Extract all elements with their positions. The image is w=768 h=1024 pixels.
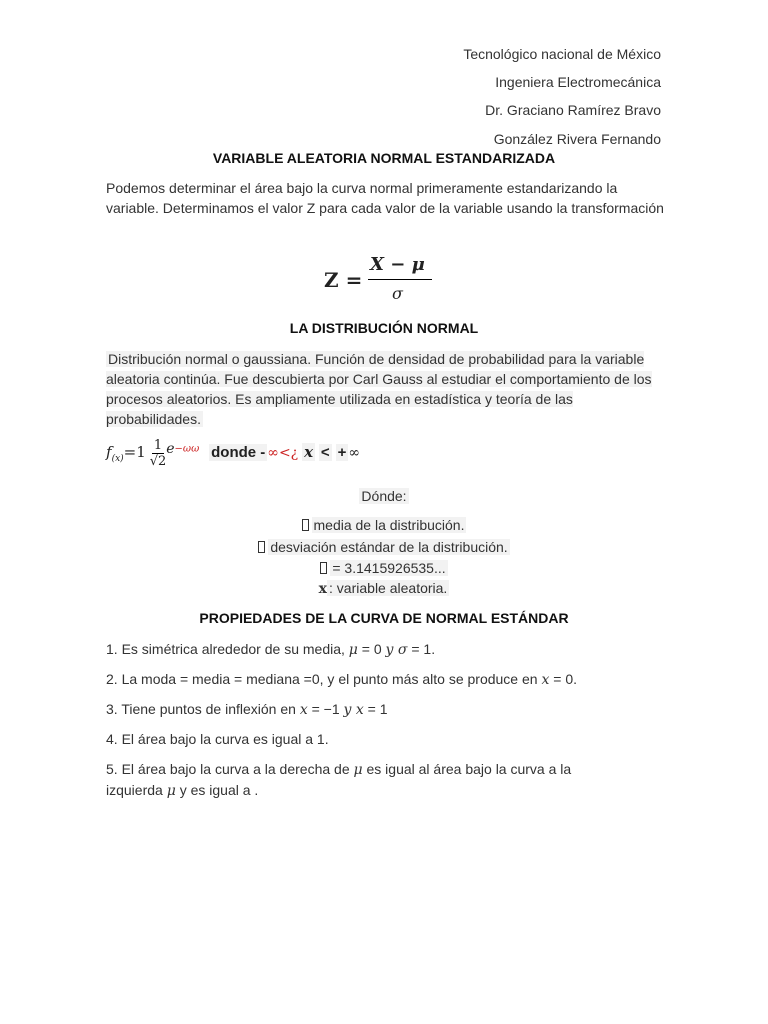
property-1-mid: = 0 — [357, 641, 386, 657]
def-x-text: : variable aleatoria. — [329, 580, 448, 596]
property-5-line2-a: izquierda — [106, 782, 167, 798]
def-row-media — [0, 517, 768, 533]
property-2-math: x — [541, 672, 550, 688]
property-5-line2-b: y es igual a . — [175, 782, 259, 798]
property-5-line1-b: es igual al área bajo la curva a la — [362, 761, 572, 777]
section2-paragraph-text: Distribución normal o gaussiana. Función de densidad de probabilidad para la variable aleatoria continúa. Fue descubierta por Carl Gauss al estudiar el comportamiento de los procesos aleatorios. Es ampliamente utilizada en estadística y teoría de las probabilidades. — [106, 351, 652, 427]
density-lt: < — [320, 444, 330, 462]
density-plus: + — [337, 444, 347, 462]
section1-title: VARIABLE ALEATORIA NORMAL ESTANDARIZADA — [212, 150, 556, 166]
density-f: f — [106, 443, 112, 462]
z-formula-lhs: Z = — [324, 268, 363, 292]
def-desviacion: desviación estándar de la distribución. — [270, 539, 508, 555]
property-item-3 — [106, 699, 666, 720]
header-student: González Rivera Fernando — [493, 131, 661, 147]
def-media: media de la distribución. — [313, 517, 465, 533]
property-item-5 — [106, 759, 666, 801]
missing-glyph-icon — [302, 519, 309, 531]
header-institution: Tecnológico nacional de México — [463, 46, 661, 62]
property-item-4 — [106, 729, 666, 749]
section2-paragraph — [106, 349, 666, 429]
property-1-prefix: 1. Es simétrica alrededor de su media, — [106, 641, 349, 657]
z-formula-denominator: σ — [392, 284, 403, 303]
property-3-math2: y x — [343, 702, 364, 718]
header-program: Ingeniera Electromecánica — [495, 74, 661, 90]
property-1-suffix: = 1. — [407, 641, 436, 657]
density-inf: ∞ — [348, 445, 361, 462]
property-item-1 — [106, 639, 666, 660]
density-range-left: ∞<¿ — [267, 445, 299, 462]
property-3-math: x — [299, 702, 308, 718]
def-row-desviacion — [0, 539, 768, 555]
z-formula-fraction-bar — [368, 279, 432, 280]
density-sub: (x) — [111, 454, 124, 464]
density-frac-num: 1 — [153, 438, 163, 453]
missing-glyph-icon — [258, 541, 265, 553]
density-frac-den: √2 — [149, 454, 167, 469]
section3-title: PROPIEDADES DE LA CURVA DE NORMAL ESTÁNDAR — [199, 610, 569, 626]
property-5-mu-2: μ — [166, 783, 176, 799]
density-x: x — [304, 443, 314, 462]
density-formula — [106, 438, 360, 478]
donde-label: Dónde: — [361, 488, 407, 504]
density-fraction — [150, 438, 167, 469]
density-donde: donde - — [211, 444, 266, 462]
donde-label-row — [0, 488, 768, 504]
z-formula — [324, 254, 444, 308]
section2-title: LA DISTRIBUCIÓN NORMAL — [289, 320, 479, 336]
z-formula-numerator: X − μ — [370, 254, 425, 275]
def-row-x — [0, 580, 768, 597]
property-3-prefix: 3. Tiene puntos de inflexión en — [106, 701, 300, 717]
header-professor: Dr. Graciano Ramírez Bravo — [485, 102, 661, 118]
property-3-suffix: = 1 — [363, 701, 388, 717]
missing-glyph-icon — [320, 562, 327, 574]
property-4-text: 4. El área bajo la curva es igual a 1. — [106, 731, 329, 747]
density-exponent: −ωω — [174, 443, 200, 455]
property-5-mu: μ — [353, 762, 363, 778]
property-1-math: μ — [348, 642, 358, 658]
property-2-mid: = 0. — [549, 671, 577, 687]
property-1-math2: y σ — [385, 642, 408, 658]
density-eq: =1 — [123, 443, 146, 462]
property-3-mid: = −1 — [307, 701, 344, 717]
property-2-prefix: 2. La moda = media = mediana =0, y el punto más alto se produce en — [106, 671, 542, 687]
def-pi: = 3.1415926535... — [332, 560, 446, 576]
property-5-line1-a: 5. El área bajo la curva a la derecha de — [106, 761, 354, 777]
def-row-pi — [0, 560, 768, 576]
def-x-var: x — [318, 581, 328, 597]
section1-paragraph: Podemos determinar el área bajo la curva normal primeramente estandarizando la variable. Determinamos el valor Z para cada valor de la variable usando la transformación — [106, 180, 664, 216]
density-e: e — [166, 441, 175, 458]
property-item-2 — [106, 669, 686, 690]
